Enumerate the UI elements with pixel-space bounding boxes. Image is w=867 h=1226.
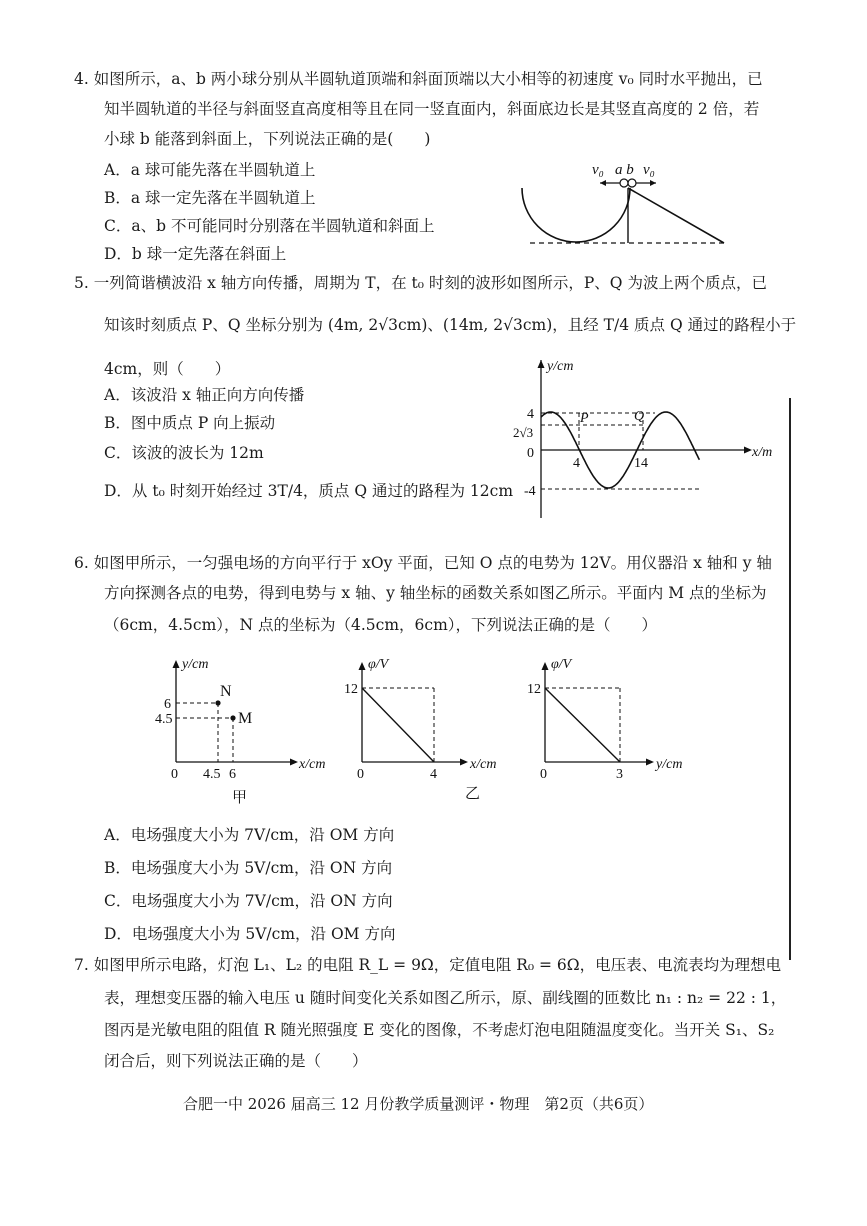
q6-stem-line-1: 6. 如图甲所示，一匀强电场的方向平行于 xOy 平面，已知 O 点的电势为 12V。用仪器沿 x 轴和 y 轴 bbox=[74, 554, 772, 572]
svg-text:y/cm: y/cm bbox=[656, 757, 683, 772]
q6-option-d: D．电场强度大小为 5V/cm，沿 OM 方向 bbox=[104, 925, 396, 943]
q4-stem-line-3: 小球 b 能落到斜面上，下列说法正确的是( ) bbox=[104, 130, 431, 148]
ytick-2root3: 2√3 bbox=[513, 425, 534, 440]
svg-text:12: 12 bbox=[344, 682, 358, 697]
svg-text:6: 6 bbox=[164, 697, 171, 712]
q5-option-a: A．该波沿 x 轴正向方向传播 bbox=[104, 386, 305, 404]
q4-option-b: B．a 球一定先落在半圆轨道上 bbox=[104, 189, 316, 207]
svg-text:0: 0 bbox=[171, 767, 178, 782]
q5-stem-line-1: 5. 一列简谐横波沿 x 轴方向传播，周期为 T，在 t₀ 时刻的波形如图所示，P、Q 为波上两个质点，已 bbox=[74, 274, 767, 292]
svg-text:M: M bbox=[238, 710, 253, 727]
q6-option-b: B．电场强度大小为 5V/cm，沿 ON 方向 bbox=[104, 859, 393, 877]
point-p-label: P bbox=[580, 411, 589, 426]
svg-text:φ/V: φ/V bbox=[551, 657, 572, 672]
x-axis-label: x/m bbox=[752, 445, 773, 460]
svg-text:6: 6 bbox=[229, 767, 236, 782]
point-m bbox=[230, 715, 235, 720]
v0-left-label: v₀ bbox=[592, 162, 604, 178]
svg-text:甲: 甲 bbox=[232, 790, 248, 806]
q5-stem-line-3: 4cm，则（ ） bbox=[104, 360, 231, 378]
svg-text:4.5: 4.5 bbox=[203, 767, 221, 782]
svg-text:4: 4 bbox=[430, 767, 437, 782]
fig-yi-x bbox=[344, 657, 496, 802]
q7-stem-line-2: 表，理想变压器的输入电压 u 随时间变化关系如图乙所示，原、副线圈的匝数比 n₁ : n₂ = 22 : 1， bbox=[104, 989, 787, 1007]
svg-text:12: 12 bbox=[527, 682, 541, 697]
q4-option-a: A．a 球可能先落在半圆轨道上 bbox=[104, 161, 316, 179]
svg-text:3: 3 bbox=[616, 767, 623, 782]
ab-label: a b bbox=[615, 162, 634, 178]
point-q-label: Q bbox=[634, 409, 645, 424]
svg-text:N: N bbox=[220, 683, 232, 700]
q6-stem-line-2: 方向探测各点的电势，得到电势与 x 轴、y 轴坐标的函数关系如图乙所示。平面内 M 点的坐标为 bbox=[104, 584, 767, 602]
ytick-0: 0 bbox=[527, 446, 534, 461]
q5-option-c: C．该波的波长为 12m bbox=[104, 444, 264, 462]
q6-option-a: A．电场强度大小为 7V/cm，沿 OM 方向 bbox=[104, 826, 395, 844]
q4-stem-line-2: 知半圆轨道的半径与斜面竖直高度相等且在同一竖直面内，斜面底边长是其竖直高度的 2 倍，若 bbox=[104, 100, 760, 118]
q7-stem-line-3: 图丙是光敏电阻的阻值 R 随光照强度 E 变化的图像，不考虑灯泡电阻随温度变化。当开关 S₁、S₂ bbox=[104, 1021, 775, 1039]
y-axis-label: y/cm bbox=[547, 359, 574, 374]
svg-text:φ/V: φ/V bbox=[368, 657, 389, 672]
svg-text:x/cm: x/cm bbox=[470, 757, 497, 772]
svg-text:y/cm: y/cm bbox=[182, 657, 209, 672]
q5-stem-line-2: 知该时刻质点 P、Q 坐标分别为 (4m, 2√3cm)、(14m, 2√3cm)，且经 T/4 质点 Q 通过的路程小于 bbox=[104, 316, 797, 334]
fig-yi-y bbox=[527, 657, 682, 782]
fig-jia bbox=[155, 657, 325, 806]
v0-right-label: v₀ bbox=[643, 162, 655, 178]
page-footer: 合肥一中 2026 届高三 12 月份教学质量测评・物理 第2页（共6页） bbox=[183, 1095, 654, 1113]
xtick-4: 4 bbox=[573, 456, 580, 471]
q7-stem-line-1: 7. 如图甲所示电路，灯泡 L₁、L₂ 的电阻 R_L = 9Ω，定值电阻 R₀ = 6Ω，电压表、电流表均为理想电 bbox=[74, 956, 782, 974]
q4-stem-line-1: 4. 如图所示，a、b 两小球分别从半圆轨道顶端和斜面顶端以大小相等的初速度 v₀ 同时水平抛出，已 bbox=[74, 70, 763, 88]
svg-text:0: 0 bbox=[540, 767, 547, 782]
svg-text:0: 0 bbox=[357, 767, 364, 782]
ytick-4: 4 bbox=[527, 407, 534, 422]
svg-text:乙: 乙 bbox=[465, 786, 481, 802]
q4-option-c: C．a、b 不可能同时分别落在半圆轨道和斜面上 bbox=[104, 217, 435, 235]
q5-option-b: B．图中质点 P 向上振动 bbox=[104, 414, 276, 432]
ytick-neg4: -4 bbox=[524, 484, 536, 499]
svg-text:4.5: 4.5 bbox=[155, 712, 173, 727]
point-n bbox=[215, 700, 220, 705]
q7-stem-line-4: 闭合后，则下列说法正确的是（ ） bbox=[104, 1052, 368, 1070]
q5-option-d: D．从 t₀ 时刻开始经过 3T/4，质点 Q 通过的路程为 12cm bbox=[104, 482, 514, 500]
q6-option-c: C．电场强度大小为 7V/cm，沿 ON 方向 bbox=[104, 892, 393, 910]
svg-text:x/cm: x/cm bbox=[299, 757, 326, 772]
xtick-14: 14 bbox=[634, 456, 648, 471]
q4-option-d: D．b 球一定先落在斜面上 bbox=[104, 245, 287, 263]
q6-stem-line-3: （6cm，4.5cm），N 点的坐标为（4.5cm，6cm），下列说法正确的是（ ） bbox=[104, 616, 658, 634]
